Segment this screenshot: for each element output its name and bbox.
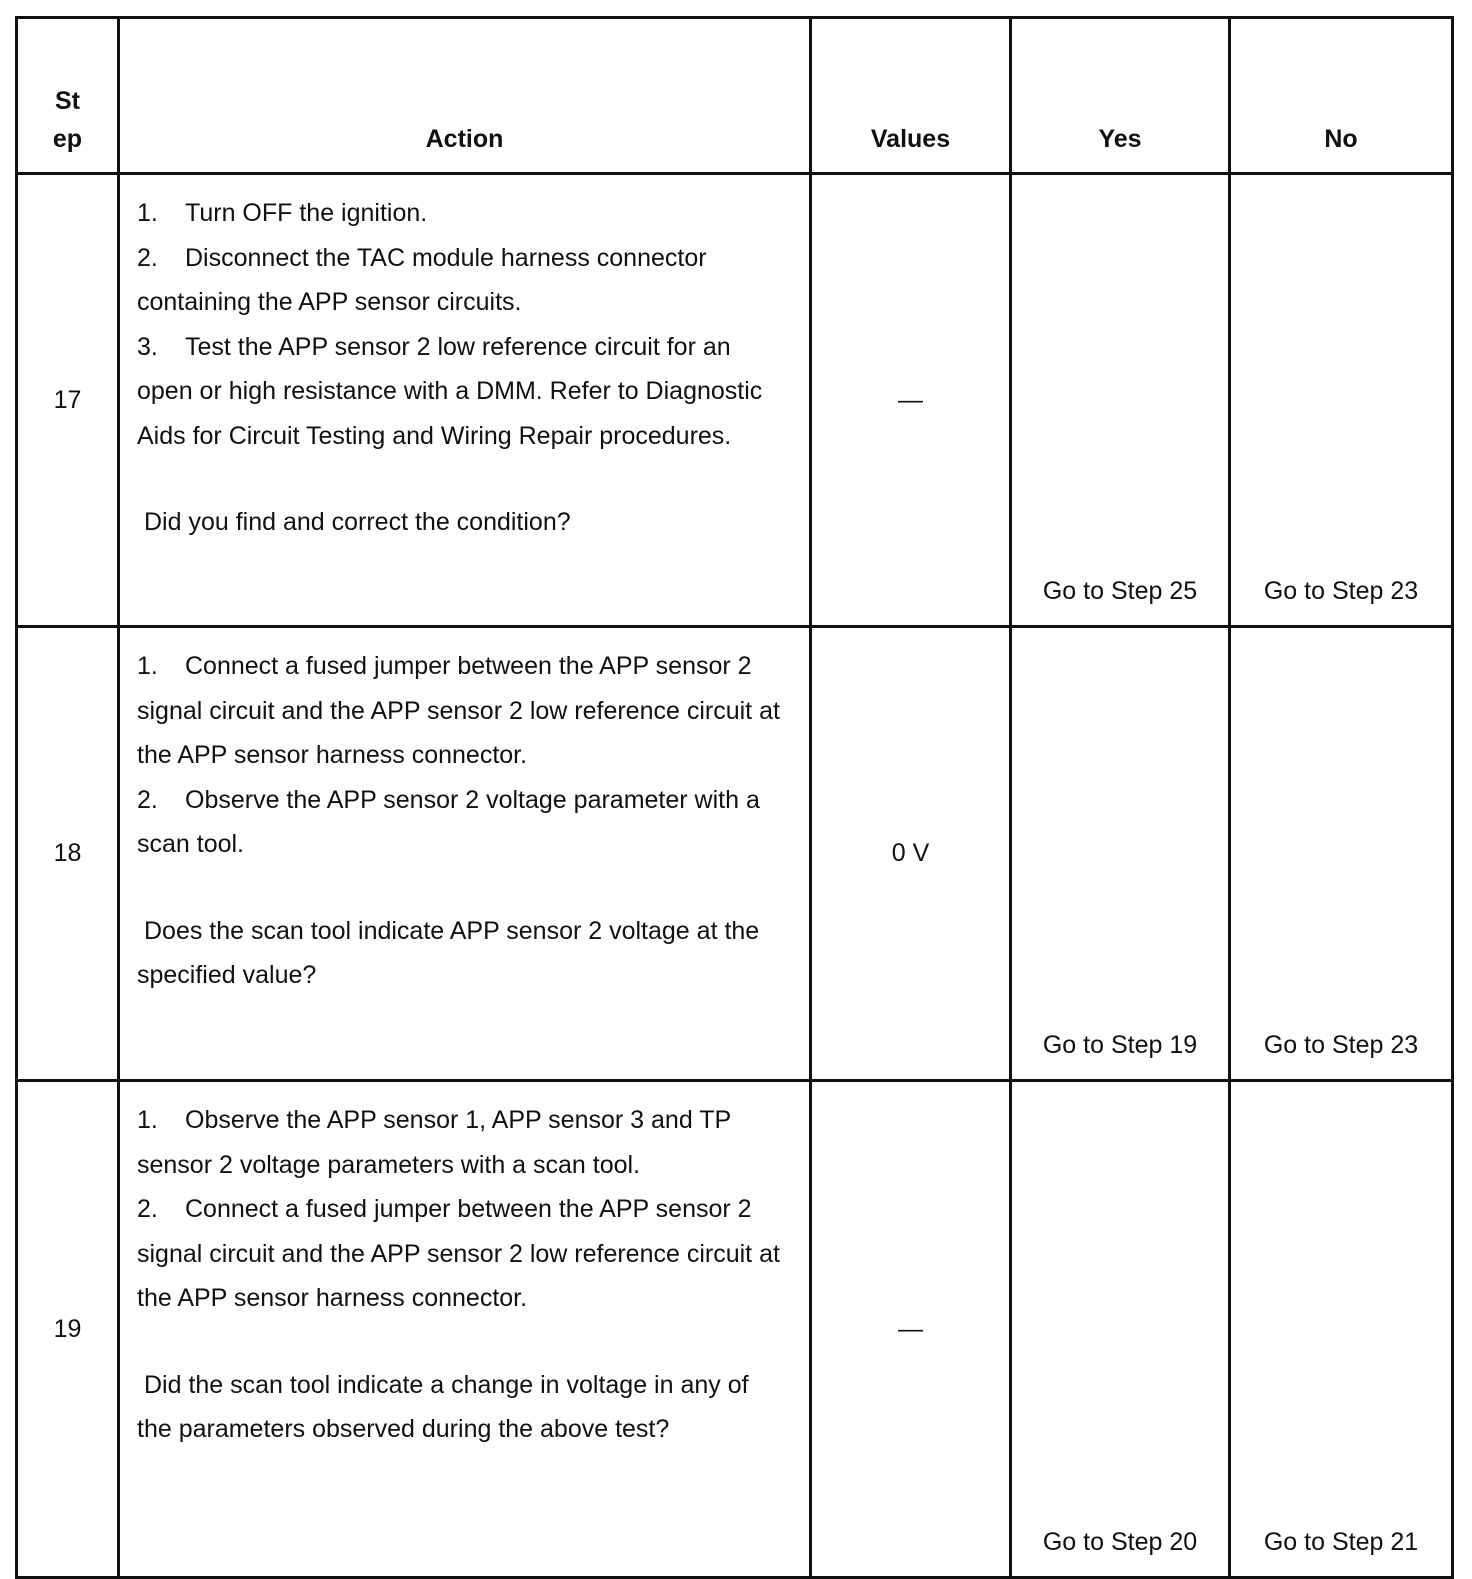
action-item: 1. Observe the APP sensor 1, APP sensor 3 and TP sensor 2 voltage parameters with a scan tool. — [137, 1106, 731, 1179]
action-question: Did the scan tool indicate a change in voltage in any of the parameters observed during the above test? — [137, 1370, 749, 1443]
step-number: 17 — [17, 174, 119, 627]
action-cell — [119, 174, 811, 627]
action-item: 2. Observe the APP sensor 2 voltage parameter with a scan tool. — [137, 785, 760, 858]
header-no: No — [1230, 18, 1453, 174]
no-link: Go to Step 23 — [1230, 627, 1453, 1081]
yes-link: Go to Step 25 — [1011, 174, 1230, 627]
header-step-line1: St — [55, 87, 80, 115]
step-number: 19 — [17, 1081, 119, 1578]
value-cell: 0 V — [811, 627, 1011, 1081]
table-row — [17, 1081, 1453, 1578]
header-step-line2: ep — [52, 125, 83, 153]
step-number: 18 — [17, 627, 119, 1081]
action-item: 2. Connect a fused jumper between the APP sensor 2 signal circuit and the APP sensor 2 low reference circuit at the APP sensor harness connector. — [137, 1195, 780, 1312]
table-row — [17, 627, 1453, 1081]
header-row — [17, 18, 1453, 174]
yes-link: Go to Step 20 — [1011, 1081, 1230, 1578]
header-yes: Yes — [1011, 18, 1230, 174]
yes-link: Go to Step 19 — [1011, 627, 1230, 1081]
action-cell — [119, 1081, 811, 1578]
action-item: 3. Test the APP sensor 2 low reference circuit for an open or high resistance with a DMM. Refer to Diagnostic Aids for Circuit Testing and Wiring Repair procedures. — [137, 332, 763, 450]
header-values: Values — [811, 18, 1011, 174]
table-row — [17, 174, 1453, 627]
no-link: Go to Step 21 — [1230, 1081, 1453, 1578]
value-cell: — — [811, 1081, 1011, 1578]
header-step — [17, 18, 119, 174]
action-question: Did you find and correct the condition? — [144, 508, 571, 536]
action-item: 1. Connect a fused jumper between the APP sensor 2 signal circuit and the APP sensor 2 low reference circuit at the APP sensor harness connector. — [137, 652, 780, 769]
action-item: 1. Turn OFF the ignition. — [137, 199, 428, 227]
action-item: 2. Disconnect the TAC module harness connector containing the APP sensor circuits. — [137, 243, 707, 316]
action-cell — [119, 627, 811, 1081]
header-action: Action — [119, 18, 811, 174]
action-question: Does the scan tool indicate APP sensor 2 voltage at the specified value? — [137, 916, 760, 989]
no-link: Go to Step 23 — [1230, 174, 1453, 627]
diagnostic-table — [15, 16, 1454, 1579]
value-cell: — — [811, 174, 1011, 627]
